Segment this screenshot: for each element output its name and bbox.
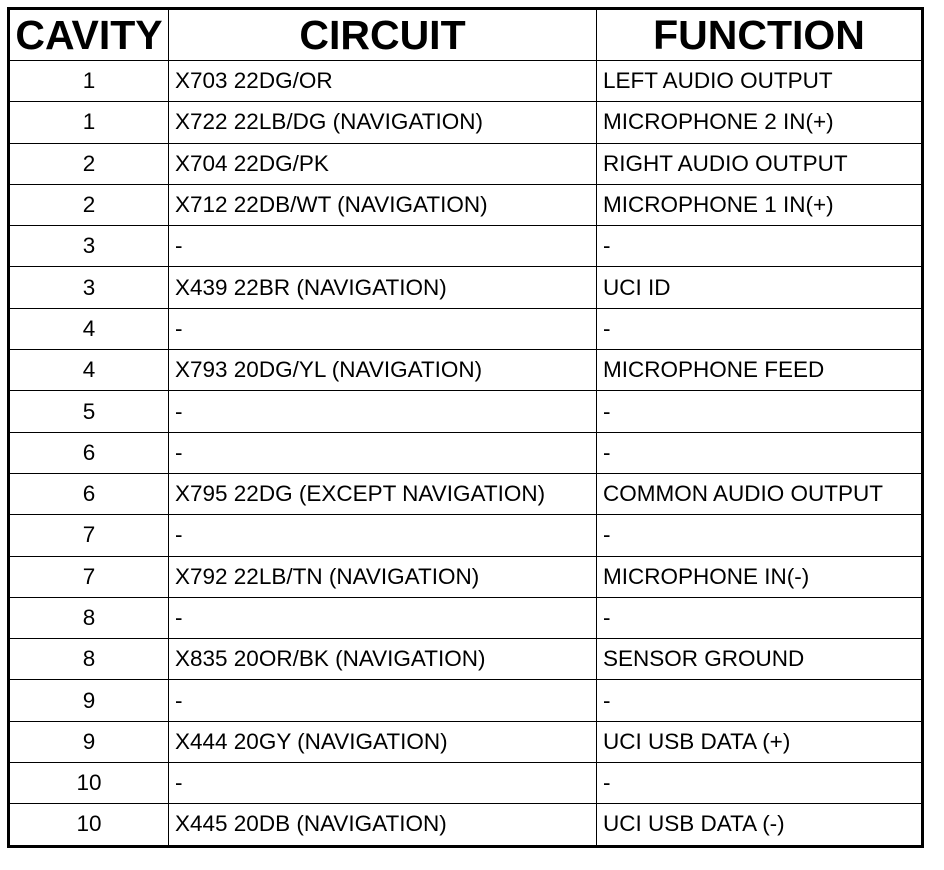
cavity-cell: 7 [9,515,169,556]
table-header [9,9,923,61]
cavity-cell: 8 [9,597,169,638]
table-row [9,639,923,680]
circuit-cell: - [169,308,597,349]
function-cell: LEFT AUDIO OUTPUT [597,61,923,102]
cavity-cell: 10 [9,804,169,846]
function-cell: - [597,763,923,804]
table-row [9,432,923,473]
circuit-cell: X703 22DG/OR [169,61,597,102]
circuit-cell: - [169,680,597,721]
cavity-cell: 4 [9,308,169,349]
circuit-cell: X792 22LB/TN (NAVIGATION) [169,556,597,597]
table-row [9,102,923,143]
function-cell: - [597,226,923,267]
table-row [9,226,923,267]
circuit-cell: - [169,515,597,556]
circuit-cell: - [169,432,597,473]
cavity-cell: 3 [9,267,169,308]
function-cell: UCI USB DATA (-) [597,804,923,846]
cavity-cell: 2 [9,184,169,225]
function-cell: MICROPHONE 1 IN(+) [597,184,923,225]
function-cell: - [597,308,923,349]
cavity-cell: 9 [9,721,169,762]
function-cell: - [597,515,923,556]
function-cell: UCI ID [597,267,923,308]
table-row [9,143,923,184]
circuit-cell: X445 20DB (NAVIGATION) [169,804,597,846]
circuit-cell: X835 20OR/BK (NAVIGATION) [169,639,597,680]
table-body [9,61,923,847]
function-cell: MICROPHONE 2 IN(+) [597,102,923,143]
table-row [9,515,923,556]
function-cell: MICROPHONE IN(-) [597,556,923,597]
circuit-cell: - [169,763,597,804]
header-function: FUNCTION [597,9,923,61]
cavity-cell: 1 [9,61,169,102]
function-cell: - [597,680,923,721]
table-row [9,391,923,432]
function-cell: MICROPHONE FEED [597,350,923,391]
cavity-cell: 6 [9,432,169,473]
function-cell: - [597,432,923,473]
function-cell: COMMON AUDIO OUTPUT [597,473,923,514]
cavity-cell: 4 [9,350,169,391]
circuit-cell: X722 22LB/DG (NAVIGATION) [169,102,597,143]
header-cavity: CAVITY [9,9,169,61]
cavity-cell: 5 [9,391,169,432]
cavity-cell: 10 [9,763,169,804]
table-row [9,61,923,102]
cavity-cell: 9 [9,680,169,721]
table-row [9,308,923,349]
table-row [9,763,923,804]
cavity-cell: 7 [9,556,169,597]
circuit-cell: - [169,597,597,638]
circuit-cell: X712 22DB/WT (NAVIGATION) [169,184,597,225]
table-row [9,267,923,308]
cavity-cell: 6 [9,473,169,514]
cavity-cell: 1 [9,102,169,143]
circuit-cell: - [169,226,597,267]
circuit-cell: X444 20GY (NAVIGATION) [169,721,597,762]
table-row [9,350,923,391]
table-row [9,473,923,514]
table-row [9,184,923,225]
function-cell: - [597,597,923,638]
circuit-cell: - [169,391,597,432]
function-cell: RIGHT AUDIO OUTPUT [597,143,923,184]
connector-pinout-table [7,7,924,848]
circuit-cell: X704 22DG/PK [169,143,597,184]
table-row [9,721,923,762]
function-cell: SENSOR GROUND [597,639,923,680]
function-cell: UCI USB DATA (+) [597,721,923,762]
header-circuit: CIRCUIT [169,9,597,61]
function-cell: - [597,391,923,432]
header-row [9,9,923,61]
circuit-cell: X439 22BR (NAVIGATION) [169,267,597,308]
table-row [9,804,923,846]
cavity-cell: 2 [9,143,169,184]
circuit-cell: X793 20DG/YL (NAVIGATION) [169,350,597,391]
table-row [9,597,923,638]
table-row [9,680,923,721]
circuit-cell: X795 22DG (EXCEPT NAVIGATION) [169,473,597,514]
table-row [9,556,923,597]
cavity-cell: 8 [9,639,169,680]
cavity-cell: 3 [9,226,169,267]
